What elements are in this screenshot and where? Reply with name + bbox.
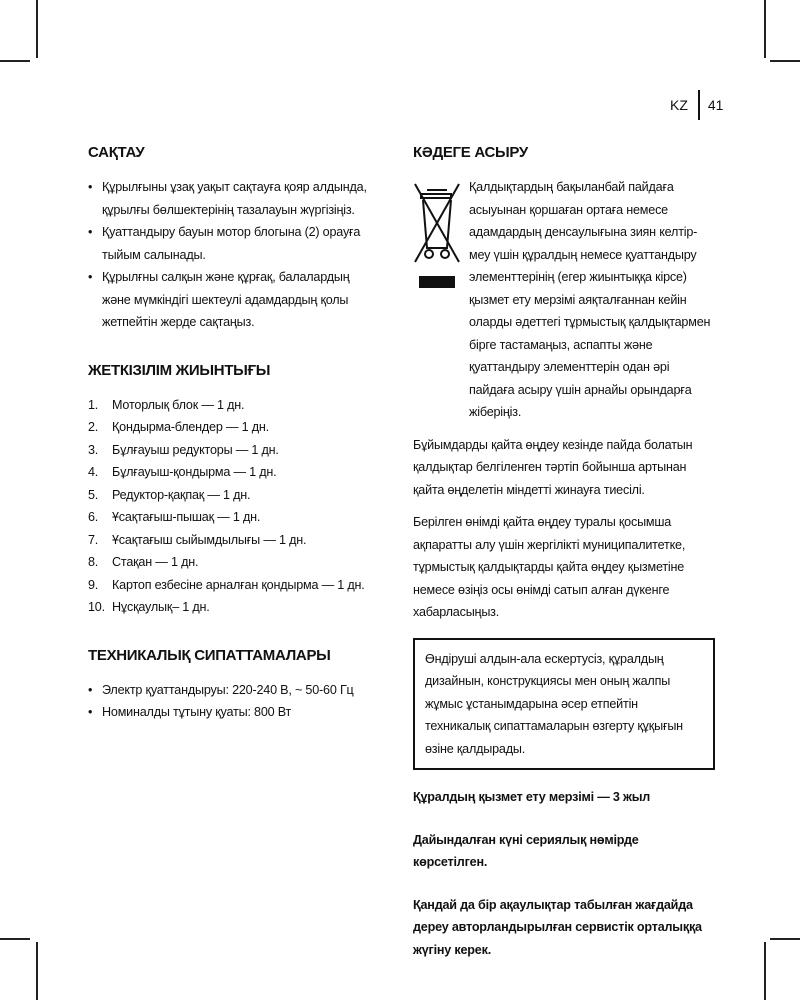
right-column xyxy=(413,140,715,981)
crop-mark xyxy=(764,0,766,58)
list-item: • Электр қуаттандыруы: 220-240 В, ~ 50-60 Гц xyxy=(88,679,380,702)
language-code: KZ xyxy=(670,97,688,113)
kit-title: ЖЕТКІЗІЛІМ ЖИЫНТЫҒЫ xyxy=(88,361,271,379)
crossed-out-wheelie-bin-icon xyxy=(413,178,461,296)
crop-mark xyxy=(36,942,38,1000)
item-number: 3. xyxy=(88,442,99,457)
list-item xyxy=(88,484,380,507)
specs-section xyxy=(88,643,380,724)
item-text: Бұлғауыш-қондырма — 1 дн. xyxy=(112,465,277,479)
page-number: 41 xyxy=(707,97,724,113)
header-divider xyxy=(698,90,700,120)
item-text: Нұсқаулық– 1 дн. xyxy=(112,600,210,614)
item-number: 6. xyxy=(88,510,99,524)
service-life-text: Құралдың қызмет ету мерзімі — 3 жыл xyxy=(413,790,651,804)
list-item xyxy=(88,416,380,439)
left-column xyxy=(88,140,380,748)
list-item xyxy=(88,439,380,462)
item-text: Моторлық блок — 1 дн. xyxy=(112,397,245,412)
specs-list xyxy=(88,679,380,724)
storage-title: САҚТАУ xyxy=(88,144,145,161)
recycling-block xyxy=(413,176,715,434)
kit-list xyxy=(88,394,380,619)
manufacturer-notice: Өндіруші алдын-ала ескертусіз, құралдың дизайнын, конструкциясы мен оның жалпы жұмыс ұстанымдарына әсер етпейтін техникалық сипаттамаларын өзгерту құқығын өзіне қалдырады. xyxy=(413,638,715,771)
crop-mark xyxy=(0,938,30,940)
list-item: • Номиналды тұтыну қуаты: 800 Вт xyxy=(88,701,380,724)
crop-mark xyxy=(36,0,38,58)
recycling-paragraph-3: Берілген өнімді қайта өңдеу туралы қосымша ақпаратты алу үшін жергілікті муниципалитетке, тұрмыстық қалдықтарды қайта өңдеу қызметіне немесе өзіңіз осы өнімді сатып алған дүкенге хабарласыңыз. xyxy=(413,515,686,619)
item-number: 1. xyxy=(88,397,99,412)
list-item xyxy=(88,529,380,552)
storage-list xyxy=(88,176,380,334)
crop-mark xyxy=(770,60,800,62)
item-text: Ұсақтағыш сыйымдылығы — 1 дн. xyxy=(112,532,307,547)
item-number: 10. xyxy=(88,600,105,614)
crop-mark xyxy=(0,60,30,62)
item-text: Редуктор-қақпақ — 1 дн. xyxy=(112,487,251,502)
item-number: 7. xyxy=(88,532,99,547)
item-text: Картоп езбесіне арналған қондырма — 1 дн. xyxy=(112,577,365,592)
list-item xyxy=(88,461,380,484)
item-text: Бұлғауыш редукторы — 1 дн. xyxy=(112,442,279,457)
recycling-paragraph-2: Бұйымдарды қайта өңдеу кезінде пайда болатын қалдықтар белгіленген тәртіп бойынша артынан қайта өңделетін міндетті жинауға тиесілі. xyxy=(413,437,693,497)
item-number: 5. xyxy=(88,487,99,502)
manufacture-date-text: Дайындалған күні сериялық нөмірде көрсетілген. xyxy=(413,832,639,869)
list-item xyxy=(88,551,380,574)
item-number: 2. xyxy=(88,420,99,434)
list-item: • Құрылғны салқын және құрғақ, балалардың және мүмкіндігі шектеулі адамдардың қолы жетпейтін жерде сақтаңыз. xyxy=(88,266,380,334)
crop-mark xyxy=(770,938,800,940)
list-item xyxy=(88,506,380,529)
page-header xyxy=(670,90,723,120)
list-item: • Құрылғыны ұзақ уақыт сақтауға қояр алдында, құрылғы бөлшектерінің тазалауын жүргізіңіз. xyxy=(88,176,380,221)
recycling-paragraph-1: Қалдықтардың бақыланбай пайдаға асыуынан қоршаған ортаға немесе адамдардың денсаулығына зиян келтір-меу үшін құралдың немесе қуаттандыру элементтерінің (егер жиынтыққа кірсе) қызмет ету мерзімі аяқталғаннан кейін оларды әдеттегі тұрмыстық қалдықтармен бірге тастамаңыз, аспапты және қуаттандыру элементтерін одан әрі пайдаға асыру үшін арнайы орындарға жіберіңіз. xyxy=(469,180,711,419)
item-number: 8. xyxy=(88,555,99,569)
list-item xyxy=(88,596,380,619)
crop-mark xyxy=(764,942,766,1000)
item-number: 4. xyxy=(88,465,99,479)
item-text: Ұсақтағыш-пышақ — 1 дн. xyxy=(112,510,261,524)
list-item xyxy=(88,574,380,597)
item-text: Стақан — 1 дн. xyxy=(112,555,199,569)
item-text: Қондырма-блендер — 1 дн. xyxy=(112,420,269,434)
storage-section xyxy=(88,140,380,334)
service-center-text: Қандай да бір ақаулықтар табылған жағдайда дереу авторландырылған сервистік орталыққа жүгіну керек. xyxy=(413,897,702,957)
list-item xyxy=(88,394,380,417)
item-number: 9. xyxy=(88,577,99,592)
specs-title: ТЕХНИКАЛЫҚ СИПАТТАМАЛАРЫ xyxy=(88,646,331,664)
recycling-title: КӘДЕГЕ АСЫРУ xyxy=(413,144,528,161)
list-item: • Қуаттандыру бауын мотор блогына (2) орауға тыйым салынады. xyxy=(88,221,380,266)
kit-section xyxy=(88,358,380,619)
